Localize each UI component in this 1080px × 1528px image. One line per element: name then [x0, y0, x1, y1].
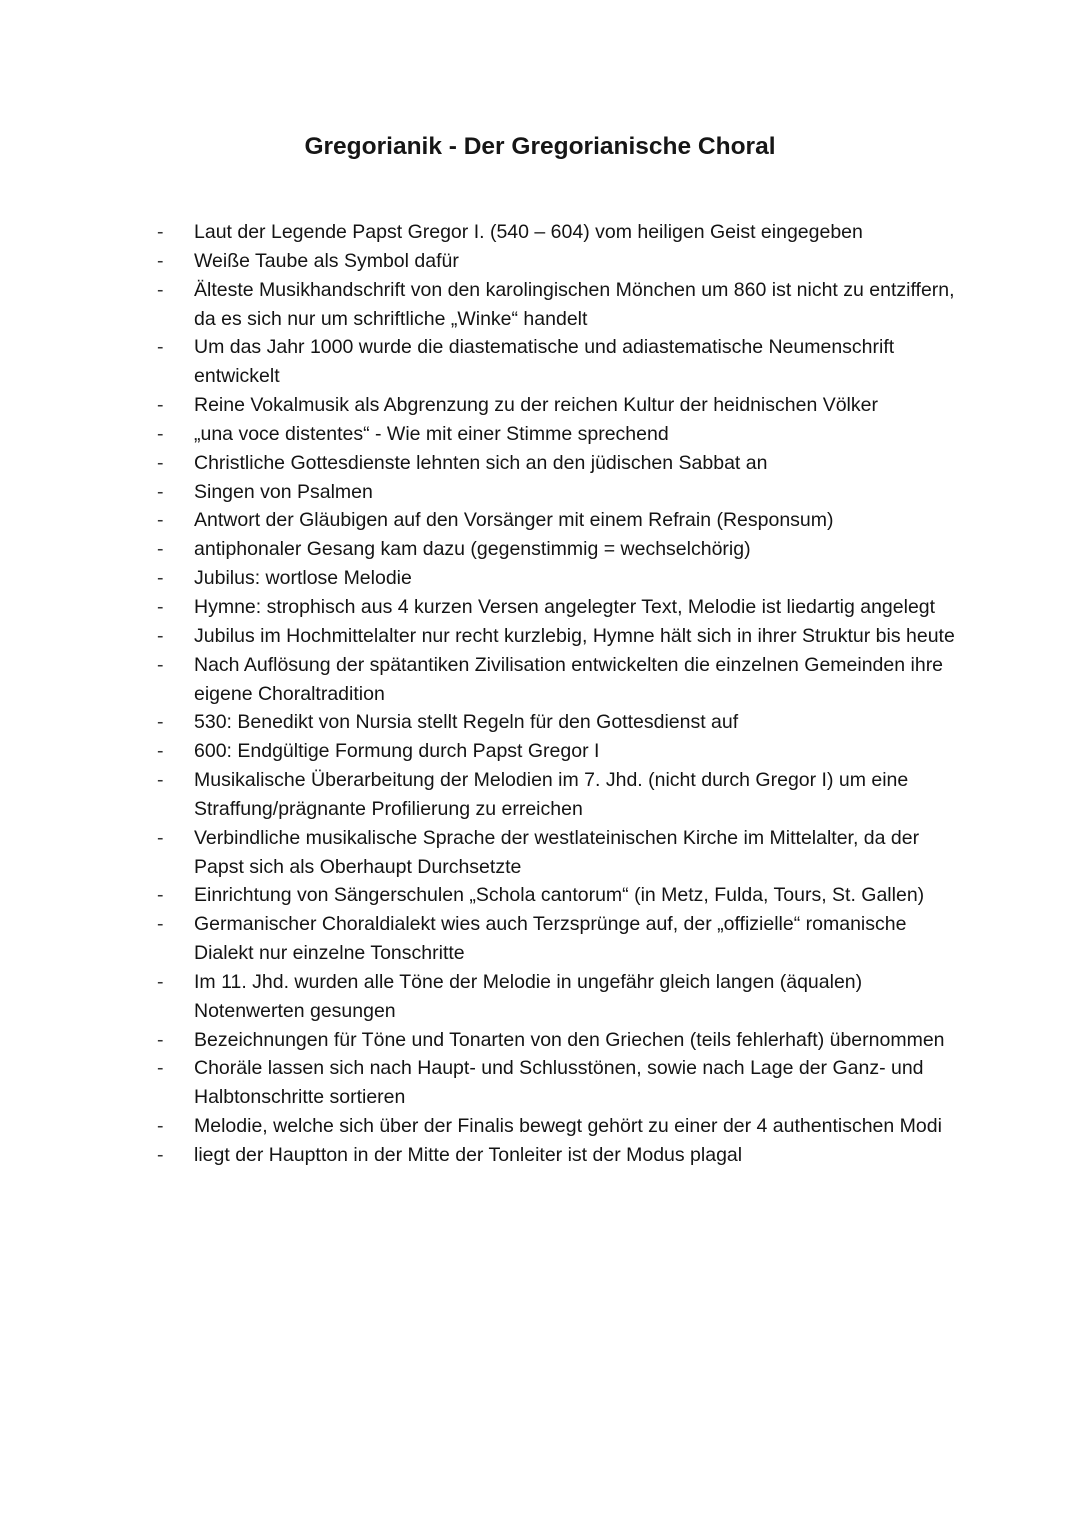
list-item [157, 391, 957, 420]
bullet-marker: - [157, 509, 164, 532]
list-item-text: Nach Auflösung der spätantiken Zivilisation entwickelten die einzelnen Gemeinden ihre eigene Choraltradition [194, 653, 944, 705]
list-item [157, 333, 957, 391]
list-item-text: Um das Jahr 1000 wurde die diastematische und adiastematische Neumenschrift entwickelt [194, 336, 895, 388]
list-item-text: Laut der Legende Papst Gregor I. (540 – 604) vom heiligen Geist eingegeben [194, 221, 863, 243]
list-item [157, 910, 957, 968]
list-item-text: 530: Benedikt von Nursia stellt Regeln für den Gottesdienst auf [194, 711, 739, 734]
list-item-text: Im 11. Jhd. wurden alle Töne der Melodie in ungefähr gleich langen (äqualen) Notenwerten gesungen [194, 970, 863, 1022]
list-item [157, 449, 957, 478]
bullet-marker: - [157, 595, 164, 618]
bullet-marker: - [157, 970, 164, 993]
bullet-marker: - [157, 451, 164, 474]
list-item [157, 564, 957, 593]
list-item-text: Christliche Gottesdienste lehnten sich an den jüdischen Sabbat an [194, 451, 768, 474]
list-item [157, 1112, 957, 1141]
bullet-marker: - [157, 1144, 164, 1166]
list-item-text: Jubilus im Hochmittelalter nur recht kurzlebig, Hymne hält sich in ihrer Struktur bis heute [194, 624, 955, 647]
bullet-marker: - [157, 1115, 164, 1138]
bullet-marker: - [157, 1028, 164, 1051]
list-item-text: Älteste Musikhandschrift von den karolingischen Mönchen um 860 ist nicht zu entziffern, da es sich nur um schriftliche „Winke“ handelt [194, 278, 955, 330]
list-item [157, 218, 957, 247]
bullet-marker: - [157, 567, 164, 590]
bullet-marker: - [157, 221, 164, 243]
list-item [157, 881, 957, 910]
list-item [157, 478, 957, 507]
bullet-marker: - [157, 624, 164, 647]
bullet-marker: - [157, 1057, 164, 1080]
list-item [157, 766, 957, 824]
list-item-text: 600: Endgültige Formung durch Papst Gregor I [194, 740, 600, 763]
list-item [157, 708, 957, 737]
list-item-text: Hymne: strophisch aus 4 kurzen Versen angelegter Text, Melodie ist liedartig angelegt [194, 595, 936, 618]
list-item [157, 276, 957, 334]
list-item [157, 420, 957, 449]
list-item-text: Weiße Taube als Symbol dafür [194, 249, 459, 272]
list-item-text: Choräle lassen sich nach Haupt- und Schlusstönen, sowie nach Lage der Ganz- und Halbtonschritte sortieren [194, 1057, 924, 1109]
bullet-marker: - [157, 249, 164, 272]
list-item-text: „una voce distentes“ - Wie mit einer Stimme sprechend [194, 422, 669, 445]
list-item [157, 968, 957, 1026]
list-item-text: Musikalische Überarbeitung der Melodien im 7. Jhd. (nicht durch Gregor I) um eine Straffung/prägnante Profilierung zu erreichen [194, 769, 909, 820]
list-item [157, 1026, 957, 1055]
bullet-marker: - [157, 394, 164, 417]
list-item [157, 506, 957, 535]
list-item [157, 1141, 957, 1170]
bullet-marker: - [157, 826, 164, 849]
list-item [157, 247, 957, 276]
list-item-text: Antwort der Gläubigen auf den Vorsänger mit einem Refrain (Responsum) [194, 509, 834, 532]
list-item-text: Melodie, welche sich über der Finalis bewegt gehört zu einer der 4 authentischen Modi [194, 1115, 942, 1138]
list-item-text: Singen von Psalmen [194, 480, 373, 503]
list-item-text: Verbindliche musikalische Sprache der westlateinischen Kirche im Mittelalter, da der Papst sich als Oberhaupt Durchsetzte [194, 826, 920, 878]
list-item [157, 535, 957, 564]
list-item [157, 737, 957, 766]
list-item [157, 1054, 957, 1112]
bullet-marker: - [157, 769, 164, 792]
list-item-text: liegt der Hauptton in der Mitte der Tonleiter ist der Modus plagal [194, 1144, 743, 1166]
bullet-marker: - [157, 913, 164, 936]
list-item [157, 824, 957, 882]
bullet-marker: - [157, 711, 164, 734]
bullet-marker: - [157, 740, 164, 763]
list-item-text: Jubilus: wortlose Melodie [194, 567, 412, 590]
list-item [157, 622, 957, 651]
list-item-text: Reine Vokalmusik als Abgrenzung zu der reichen Kultur der heidnischen Völker [194, 394, 878, 417]
bullet-marker: - [157, 422, 164, 445]
bullet-marker: - [157, 278, 164, 301]
bullet-marker: - [157, 538, 164, 561]
bullet-marker: - [157, 480, 164, 503]
bullet-marker: - [157, 653, 164, 676]
list-item-text: Bezeichnungen für Töne und Tonarten von den Griechen (teils fehlerhaft) übernommen [194, 1028, 945, 1051]
list-item-text: Einrichtung von Sängerschulen „Schola cantorum“ (in Metz, Fulda, Tours, St. Gallen) [194, 884, 925, 907]
list-item-text: Germanischer Choraldialekt wies auch Terzsprünge auf, der „offizielle“ romanische Dialekt nur einzelne Tonschritte [194, 913, 907, 965]
bullet-list [157, 218, 957, 1170]
list-item-text: antiphonaler Gesang kam dazu (gegenstimmig = wechselchörig) [194, 538, 751, 561]
page-title: Gregorianik - Der Gregorianische Choral [304, 133, 776, 160]
bullet-marker: - [157, 336, 164, 359]
list-item [157, 593, 957, 622]
bullet-marker: - [157, 884, 164, 907]
list-item [157, 651, 957, 709]
